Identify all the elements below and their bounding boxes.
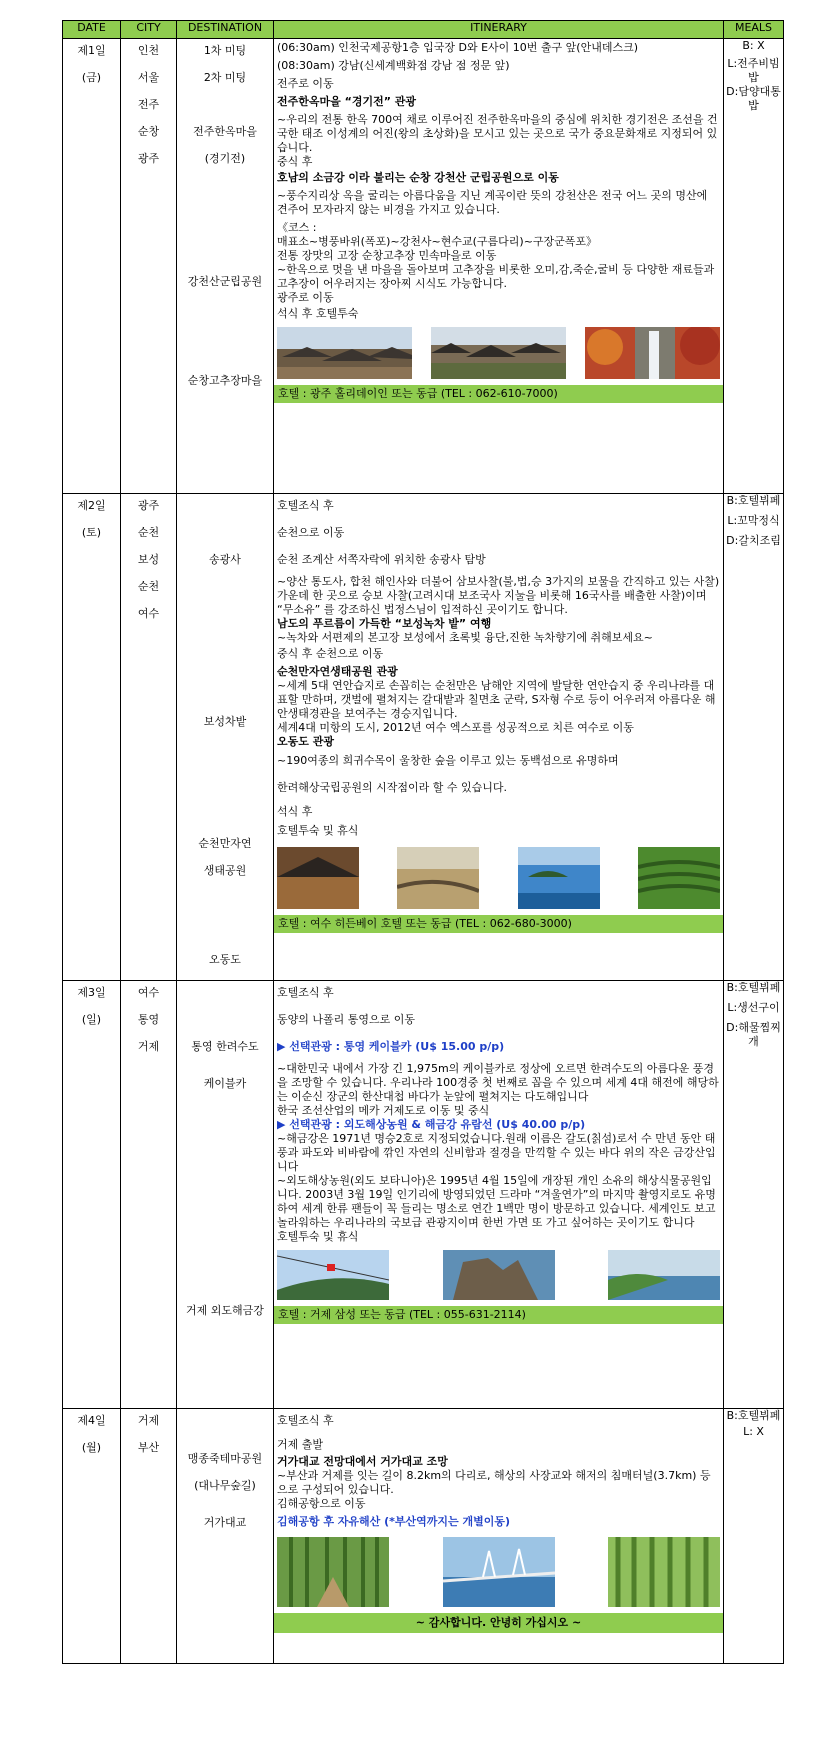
meals-cell [724,494,784,981]
city-name: 거제 [137,1040,160,1053]
temple-photo [277,847,359,909]
itinerary-text: 호텔투숙 및 휴식 [277,824,359,837]
meal-breakfast: B:호텔뷔페 [726,981,781,994]
meal-lunch: L:생선구이 [727,1001,780,1014]
date-cell [63,1409,121,1664]
destination-name: 오동도 [209,953,241,966]
destination-cell [177,39,274,494]
destination-name: 거제 외도해금강 [186,1304,264,1317]
header-date: DATE [63,21,121,39]
itinerary-text: ~외도해상농원(외도 보타니아)은 1995년 4월 15일에 개장된 개인 소유의 해상식물공원입니다. 2003년 3월 19일 인기리에 방영되었던 드라마 “겨울연가”의 마지막 촬영지로도 유명하여 세계 한류 팬들이 꼭 들리는 명소로 연간 1백만 명이 방문하고 있습니다. 세계인도 보고 놀라워하는 우리나라의 국보급 관광지이며 한번 가면 또 가고 싶어하는 곳이기도 합니다 [277,1174,716,1229]
hotel-info: 호텔 : 여수 히든베이 호텔 또는 동급 (TEL : 062-680-3000) [274,915,723,933]
itinerary-text: 한려해상국립공원의 시작점이라 할 수 있습니다. [277,781,508,794]
optional-tour-cablecar: ▶ 선택관광 : 통영 케이블카 (U$ 15.00 p/p) [277,1040,505,1053]
weekday-label: (월) [81,1441,102,1454]
header-itinerary: ITINERARY [274,21,724,39]
day-row [63,39,784,494]
city-cell [121,981,177,1409]
destination-name: 통영 한려수도 [191,1040,259,1053]
meal-dinner: D:해물찜찌개 [726,1021,781,1048]
destination-cell [177,981,274,1409]
destination-name: 송광사 [209,553,241,566]
hotel-info: 호텔 : 광주 홀리데이인 또는 동급 (TEL : 062-610-7000) [274,385,723,403]
itinerary-text: 순천으로 이동 [277,526,345,539]
meal-breakfast: B:호텔뷔페 [726,1409,781,1422]
destination-name: 케이블카 [203,1077,247,1090]
city-cell [121,494,177,981]
day-label: 제1일 [77,44,106,57]
destination-name: 1차 미팅 [203,44,247,57]
itinerary-text: ~우리의 전통 한옥 700여 채로 이루어진 전주한옥마을의 중심에 위치한 경기전은 조선을 건국한 태조 이성계의 어진(왕의 초상화)을 모시고 있는 곳으로 국가 중요문화재로 지정되어 있습니다. [277,113,718,154]
city-name: 순창 [137,125,160,138]
itinerary-text: 거제 출발 [277,1438,324,1451]
itinerary-text: 광주로 이동 [277,291,334,304]
destination-name: 2차 미팅 [203,71,247,84]
itinerary-text: (08:30am) 강남(신세계백화점 강남 점 정문 앞) [277,59,510,72]
bridge-photo [443,1537,555,1607]
itinerary-cell [274,494,724,981]
city-name: 순천 [137,526,160,539]
itinerary-text: 중식 후 순천으로 이동 [277,647,384,660]
weekday-label: (일) [81,1013,102,1026]
city-cell [121,1409,177,1664]
itinerary-highlight: 남도의 푸르름이 가득한 “보성녹차 밭” 여행 [277,617,492,630]
waterfall-photo [585,327,720,379]
destination-name: 순천만자연 [198,837,252,850]
destination-name: 순창고추장마을 [187,374,263,387]
itinerary-text: ~190여종의 희귀수목이 울창한 숲을 이루고 있는 동백섬으로 유명하며 [277,754,619,767]
itinerary-text: 호텔조식 후 [277,986,334,999]
itinerary-cell [274,981,724,1409]
hotel-info: 호텔 : 거제 삼성 또는 동급 (TEL : 055-631-2114) [274,1306,723,1324]
city-name: 거제 [137,1414,160,1427]
city-cell [121,39,177,494]
date-cell [63,39,121,494]
meal-lunch: L:전주비빔밥 [727,57,780,84]
itinerary-text: 매표소~병풍바위(폭포)~강천사~현수교(구름다리)~구장군폭포》 [277,235,598,248]
meal-breakfast: B:호텔뷔페 [726,494,781,507]
destination-name: 강천산군립공원 [187,275,263,288]
date-cell [63,981,121,1409]
itinerary-text: 석식 후 호텔투숙 [277,307,359,320]
sea-rock-photo [443,1250,555,1300]
hanok-village-photo [277,327,412,379]
free-dismissal-note: 김해공항 후 자유해산 (*부산역까지는 개별이동) [277,1515,511,1528]
itinerary-table [62,20,784,1664]
meals-cell [724,39,784,494]
island-bay-photo [518,847,600,909]
destination-cell [177,1409,274,1664]
itinerary-highlight: 전주한옥마을 “경기전” 관광 [277,95,417,108]
destination-name: 전주한옥마을 [193,125,257,138]
itinerary-text: 호텔조식 후 [277,1414,334,1427]
meal-dinner: D:담양대통밥 [726,85,781,112]
destination-name: (경기전) [204,152,246,165]
photo-strip [277,1250,720,1300]
itinerary-highlight: 순천만자연생태공원 관광 [277,665,398,678]
weekday-label: (토) [81,526,102,539]
itinerary-text: 호텔투숙 및 휴식 [277,1230,359,1243]
itinerary-text: ~세계 5대 연안습지로 손꼽히는 순천만은 남해안 지역에 발달한 연안습지 중 우리나라를 대표할 만하며, 갯벌에 펼쳐지는 갈대밭과 칠면초 군락, S자형 수로 등이 어우러져 아름다운 해안생태경관을 보여주는 경승지입니다. [277,679,716,720]
destination-name: 보성차밭 [203,715,247,728]
bamboo-forest-photo [277,1537,389,1607]
meal-dinner: D:갈치조림 [726,534,781,547]
date-cell [63,494,121,981]
itinerary-highlight: 오동도 관광 [277,735,334,748]
bamboo-grove-photo [608,1537,720,1607]
optional-tour-cruise: ▶ 선택관광 : 외도해상농원 & 해금강 유람선 (U$ 40.00 p/p) [277,1118,586,1131]
destination-cell [177,494,274,981]
itinerary-text: ~부산과 거제를 잇는 길이 8.2km의 다리로, 해상의 사장교와 해저의 침매터널(3.7km) 등으로 구성되어 있습니다. [277,1469,711,1496]
itinerary-text: 김해공항으로 이동 [277,1497,366,1510]
day-row [63,1409,784,1664]
photo-strip [277,327,720,379]
cablecar-photo [277,1250,389,1300]
itinerary-text: 《코스 : [277,221,317,234]
meal-breakfast: B: X [742,39,765,52]
itinerary-highlight: 거가대교 전망대에서 거가대교 조망 [277,1455,448,1468]
day-label: 제3일 [77,986,106,999]
city-name: 부산 [137,1441,160,1454]
itinerary-highlight: 호남의 소금강 이라 불리는 순창 강천산 군립공원으로 이동 [277,171,559,184]
city-name: 여수 [137,986,160,999]
farewell-banner: ~ 감사합니다. 안녕히 가십시오 ~ [274,1613,723,1633]
meals-cell [724,981,784,1409]
itinerary-text: 동양의 나폴리 통영으로 이동 [277,1013,416,1026]
city-name: 서울 [137,71,160,84]
tea-field-photo [638,847,720,909]
day-label: 제4일 [77,1414,106,1427]
itinerary-text: ~녹차와 서편제의 본고장 보성에서 초록빛 융단,진한 녹차향기에 취해보세요~ [277,631,653,644]
hanok-roofs-photo [431,327,566,379]
destination-name: (대나무숲길) [194,1479,256,1492]
itinerary-text: ~대한민국 내에서 가장 긴 1,975m의 케이블카로 정상에 오르면 한려수도의 아름다운 풍경을 조망할 수 있습니다. 우리나라 100경중 첫 번째로 꼽을 수 있으며 세계 4대 해전에 해당하는 이순신 장군의 한산대첩 바다가 눈앞에 펼쳐지는 다도해입니다 [277,1062,719,1103]
photo-strip [277,847,720,909]
city-name: 통영 [137,1013,160,1026]
itinerary-text: 석식 후 [277,805,313,818]
city-name: 순천 [137,580,160,593]
day-label: 제2일 [77,499,106,512]
day-row [63,494,784,981]
reed-field-photo [397,847,479,909]
day-row [63,981,784,1409]
header-destination: DESTINATION [177,21,274,39]
city-name: 인천 [137,44,160,57]
photo-strip [277,1537,720,1607]
itinerary-text: 호텔조식 후 [277,499,334,512]
city-name: 전주 [137,98,160,111]
itinerary-text: ~한옥으로 멋을 낸 마을을 돌아보며 고추장을 비롯한 오미,감,죽순,굴비 등 다양한 재료들과 고추장이 어우러지는 장아찌 시식도 가능합니다. [277,263,715,290]
city-name: 여수 [137,607,160,620]
itinerary-text: 중식 후 [277,155,313,168]
itinerary-cell [274,1409,724,1664]
destination-name: 맹종죽테마공원 [187,1452,263,1465]
itinerary-text: ~풍수지리상 옥을 굴리는 아름다움을 지닌 계곡이란 뜻의 강천산은 전국 어느 곳의 명산에 견주어 모자라지 않는 비경을 가지고 있습니다. [277,189,708,216]
itinerary-text: (06:30am) 인천국제공항1층 입국장 D와 E사이 10번 출구 앞(안내데스크) [277,41,638,54]
meal-lunch: L: X [743,1425,764,1438]
city-name: 광주 [137,499,160,512]
meal-lunch: L:꼬막정식 [727,514,780,527]
header-row [63,21,784,39]
itinerary-text: ~양산 통도사, 합천 해인사와 더불어 삼보사찰(불,법,승 3가지의 보물을 간직하고 있는 사찰) 가운데 한 곳으로 승보 사찰(고려시대 보조국사 지눌을 비롯해 16국사를 배출한 사찰)이며 “무소유” 를 강조하신 법정스님이 입적하신 곳이기도 합니다. [277,575,720,616]
city-name: 광주 [137,152,160,165]
itinerary-text: 전통 장맛의 고장 순창고추장 민속마을로 이동 [277,249,497,262]
meals-cell [724,1409,784,1664]
city-name: 보성 [137,553,160,566]
header-meals: MEALS [724,21,784,39]
header-city: CITY [121,21,177,39]
weekday-label: (금) [81,71,102,84]
itinerary-text: ~해금강은 1971년 명승2호로 지정되었습니다.원래 이름은 갈도(칡섬)로서 수 만년 동안 태풍과 파도와 비바람에 깎인 자연의 신비함과 절경을 만끽할 수 있는 바다 위의 작은 금강산입니다 [277,1132,716,1173]
destination-name: 거가대교 [203,1516,247,1529]
itinerary-cell [274,39,724,494]
destination-name: 생태공원 [203,864,247,877]
garden-island-photo [608,1250,720,1300]
itinerary-text: 세계4대 미항의 도시, 2012년 여수 엑스포를 성공적으로 치른 여수로 이동 [277,721,634,734]
itinerary-text: 순천 조계산 서쪽자락에 위치한 송광사 탐방 [277,553,486,566]
itinerary-text: 한국 조선산업의 메카 거제도로 이동 및 중식 [277,1104,490,1117]
itinerary-text: 전주로 이동 [277,77,334,90]
